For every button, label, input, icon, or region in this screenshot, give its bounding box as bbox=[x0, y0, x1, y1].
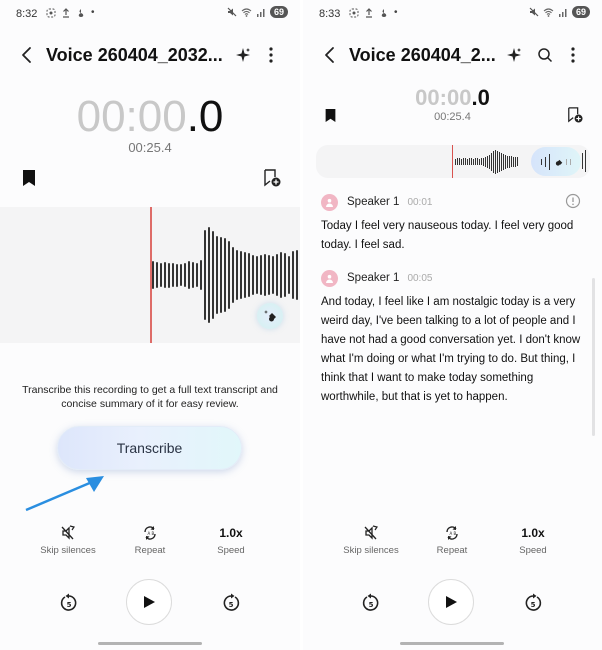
search-icon bbox=[537, 47, 553, 63]
mute-icon bbox=[529, 7, 539, 17]
timer-fraction: .0 bbox=[186, 92, 224, 141]
waveform-bar bbox=[176, 264, 178, 287]
notification-icons bbox=[349, 7, 398, 18]
waveform-bar bbox=[459, 158, 460, 165]
waveform-bar bbox=[505, 155, 506, 169]
more-options-button[interactable] bbox=[562, 44, 584, 66]
timer-elapsed: 00:00 bbox=[415, 85, 472, 110]
waveform-bar bbox=[288, 256, 290, 294]
waveform-bar bbox=[244, 252, 246, 298]
ai-eraser-button[interactable] bbox=[531, 147, 581, 176]
add-bookmark-icon[interactable] bbox=[567, 107, 583, 123]
add-bookmark-icon[interactable] bbox=[263, 169, 281, 187]
playback-timer bbox=[303, 85, 602, 111]
speaker-name[interactable]: Speaker 1 bbox=[347, 196, 400, 208]
transcribe-description: Transcribe this recording to get a full text transcript and concise summary of it for easy review. bbox=[22, 384, 278, 410]
svg-text:5: 5 bbox=[66, 601, 72, 609]
waveform-bar bbox=[260, 255, 262, 295]
top-app-bar bbox=[0, 40, 300, 72]
total-duration: 00:25.4 bbox=[434, 111, 471, 123]
waveform-bar bbox=[276, 254, 278, 296]
waveform-bar bbox=[489, 155, 490, 169]
playhead[interactable] bbox=[452, 145, 453, 178]
bookmark-icon[interactable] bbox=[21, 169, 37, 187]
transcribe-button-label: Transcribe bbox=[116, 440, 183, 456]
system-icons bbox=[227, 6, 288, 18]
waveform-bar bbox=[172, 263, 174, 287]
signal-icon bbox=[256, 7, 266, 17]
segment-timestamp[interactable]: 00:01 bbox=[407, 196, 433, 208]
waveform-bar bbox=[252, 255, 254, 295]
waveform-bar bbox=[509, 156, 510, 168]
wifi-icon bbox=[543, 7, 554, 17]
speaker-name[interactable]: Speaker 1 bbox=[347, 272, 400, 284]
waveform-bar bbox=[483, 158, 484, 166]
ai-sparkle-button[interactable] bbox=[232, 44, 254, 66]
waveform-bar bbox=[477, 158, 478, 165]
rewind-5s-icon[interactable] bbox=[361, 593, 381, 613]
waveform-bar bbox=[461, 159, 462, 165]
sparkle-icon bbox=[235, 47, 251, 63]
transcribe-button[interactable] bbox=[57, 426, 242, 470]
waveform-bar bbox=[196, 263, 198, 287]
waveform-bar bbox=[487, 156, 488, 168]
transcript-scrollbar[interactable] bbox=[592, 278, 595, 436]
waveform-bar bbox=[168, 263, 170, 288]
waveform-bar bbox=[495, 150, 496, 174]
waveform-bar bbox=[503, 154, 504, 170]
playback-timer bbox=[0, 92, 300, 142]
speed-label: Speed bbox=[519, 545, 547, 556]
waveform-bar bbox=[497, 151, 498, 173]
waveform-bar bbox=[188, 261, 190, 289]
transcript-segment[interactable] bbox=[321, 193, 588, 255]
waveform-bar bbox=[515, 157, 516, 167]
back-arrow-icon[interactable] bbox=[16, 44, 38, 66]
segment-timestamp[interactable]: 00:05 bbox=[407, 272, 433, 284]
more-notifications-dot: • bbox=[91, 7, 95, 18]
person-icon bbox=[325, 274, 334, 283]
person-icon bbox=[325, 198, 334, 207]
waveform-bar bbox=[268, 255, 270, 295]
skip-silences-label: Skip silences bbox=[343, 545, 399, 556]
waveform-bar bbox=[204, 230, 206, 320]
waveform-bar bbox=[465, 158, 466, 165]
status-time: 8:33 bbox=[319, 8, 341, 20]
total-duration: 00:25.4 bbox=[128, 140, 172, 155]
play-button[interactable] bbox=[126, 579, 172, 625]
waveform-bar bbox=[208, 227, 210, 323]
search-button[interactable] bbox=[534, 44, 556, 66]
waveform-bar bbox=[200, 260, 202, 290]
play-icon bbox=[444, 595, 458, 609]
svg-text:5: 5 bbox=[530, 601, 536, 609]
screenshot-icon bbox=[349, 8, 359, 18]
waveform-bar bbox=[232, 247, 234, 303]
segment-text: And today, I feel like I am nostalgic today is a very weird day, I've been talking to a lot of people and I have not had a good conversation yet. I don't know what I'm doing or what I'm trying to do. But thing, I think that I want to make today something worthwhile, but that is yet to happen. bbox=[321, 296, 581, 403]
ai-sparkle-button[interactable] bbox=[503, 44, 525, 66]
speed-value: 1.0x bbox=[219, 526, 243, 540]
speed-value: 1.0x bbox=[521, 526, 545, 540]
status-bar bbox=[0, 0, 300, 28]
skip-silences-toggle[interactable] bbox=[331, 524, 411, 556]
waveform-bar bbox=[236, 250, 238, 300]
more-vertical-icon bbox=[571, 47, 575, 63]
mute-icon bbox=[227, 7, 237, 17]
svg-text:5: 5 bbox=[228, 601, 234, 609]
play-icon bbox=[142, 595, 156, 609]
segment-text: Today I feel very nauseous today. I feel very good today. I feel sad. bbox=[321, 220, 574, 251]
speed-control[interactable] bbox=[191, 524, 271, 556]
waveform-bar bbox=[216, 236, 218, 314]
back-arrow-icon[interactable] bbox=[319, 44, 341, 66]
app-notification-icon bbox=[76, 8, 86, 18]
skip-silences-label: Skip silences bbox=[40, 545, 96, 556]
ai-eraser-button[interactable] bbox=[257, 303, 283, 329]
transcript-segment[interactable] bbox=[321, 269, 588, 407]
repeat-toggle[interactable] bbox=[412, 524, 492, 556]
waveform-bar bbox=[493, 151, 494, 173]
waveform-bar bbox=[517, 157, 518, 166]
annotation-arrow bbox=[24, 472, 106, 512]
waveform-bar bbox=[248, 253, 250, 297]
status-bar bbox=[303, 0, 602, 28]
top-app-bar bbox=[303, 40, 602, 72]
screenshot-icon bbox=[46, 8, 56, 18]
bookmark-icon[interactable] bbox=[324, 108, 337, 123]
repeat-toggle[interactable] bbox=[110, 524, 190, 556]
waveform-bar bbox=[473, 159, 474, 165]
waveform-bar bbox=[457, 158, 458, 165]
waveform-bar bbox=[469, 158, 470, 165]
waveform-bar bbox=[475, 158, 476, 165]
waveform-bar bbox=[264, 254, 266, 296]
repeat-ab-icon bbox=[444, 525, 460, 541]
upload-icon bbox=[364, 8, 374, 18]
waveform-bar bbox=[152, 261, 154, 289]
play-button[interactable] bbox=[428, 579, 474, 625]
more-notifications-dot: • bbox=[394, 7, 398, 18]
waveform-scrubber[interactable] bbox=[0, 207, 300, 343]
ai-eraser-icon bbox=[263, 309, 277, 323]
recording-title: Voice 260404_2... bbox=[349, 45, 496, 65]
timer-elapsed: 00:00 bbox=[76, 92, 187, 141]
waveform-bar bbox=[499, 152, 500, 172]
svg-text:5: 5 bbox=[368, 601, 374, 609]
waveform-bar bbox=[256, 256, 258, 294]
waveform-bar bbox=[280, 252, 282, 298]
waveform-bar bbox=[511, 156, 512, 167]
waveform-bar bbox=[471, 158, 472, 165]
battery-level: 69 bbox=[270, 6, 288, 18]
skip-silences-icon bbox=[60, 525, 76, 541]
forward-5s-icon[interactable] bbox=[523, 593, 543, 613]
waveform-bar bbox=[164, 262, 166, 288]
more-options-button[interactable] bbox=[260, 44, 282, 66]
mini-waveform-bars bbox=[455, 145, 518, 178]
repeat-ab-icon bbox=[142, 525, 158, 541]
waveform-bar bbox=[479, 159, 480, 165]
skip-silences-toggle[interactable] bbox=[28, 524, 108, 556]
app-notification-icon bbox=[379, 8, 389, 18]
waveform-bar bbox=[485, 157, 486, 167]
repeat-label: Repeat bbox=[134, 545, 166, 556]
skip-silences-icon bbox=[363, 525, 379, 541]
screen-after-transcription bbox=[303, 0, 602, 650]
waveform-bar bbox=[491, 153, 492, 171]
waveform-bar bbox=[467, 159, 468, 165]
svg-text:A B: A B bbox=[449, 531, 457, 536]
waveform-bar bbox=[192, 262, 194, 288]
waveform-bar bbox=[212, 231, 214, 319]
speaker-avatar[interactable] bbox=[321, 194, 338, 211]
wifi-icon bbox=[241, 7, 252, 17]
system-icons bbox=[529, 6, 590, 18]
more-vertical-icon bbox=[269, 47, 273, 63]
screen-before-transcription bbox=[0, 0, 300, 650]
waveform-bar bbox=[292, 251, 294, 299]
gesture-nav-bar[interactable] bbox=[98, 642, 202, 645]
rewind-5s-icon[interactable] bbox=[59, 593, 79, 613]
sparkle-icon bbox=[506, 47, 522, 63]
speaker-avatar[interactable] bbox=[321, 270, 338, 287]
waveform-bar bbox=[507, 156, 508, 168]
battery-level: 69 bbox=[572, 6, 590, 18]
waveform-bar bbox=[220, 237, 222, 313]
ai-eraser-icon bbox=[553, 157, 563, 167]
waveform-bar bbox=[184, 263, 186, 287]
waveform-bar bbox=[156, 262, 158, 288]
notification-icons bbox=[46, 7, 95, 18]
waveform-bar bbox=[513, 157, 514, 167]
playhead[interactable] bbox=[150, 207, 152, 343]
waveform-bar bbox=[463, 158, 464, 165]
waveform-bar bbox=[296, 250, 298, 300]
waveform-bar bbox=[224, 238, 226, 312]
status-time: 8:32 bbox=[16, 8, 38, 20]
timer-fraction: .0 bbox=[471, 85, 490, 110]
waveform-bar bbox=[228, 241, 230, 309]
upload-icon bbox=[61, 8, 71, 18]
waveform-bar bbox=[272, 256, 274, 294]
forward-5s-icon[interactable] bbox=[221, 593, 241, 613]
recording-title: Voice 260404_2032... bbox=[46, 45, 223, 65]
speed-label: Speed bbox=[217, 545, 245, 556]
gesture-nav-bar[interactable] bbox=[400, 642, 504, 645]
waveform-bar bbox=[501, 153, 502, 171]
waveform-bar bbox=[481, 158, 482, 165]
waveform-bar bbox=[160, 263, 162, 287]
waveform-bar bbox=[180, 264, 182, 286]
waveform-bar bbox=[240, 251, 242, 299]
repeat-label: Repeat bbox=[436, 545, 468, 556]
waveform-bar bbox=[455, 159, 456, 165]
signal-icon bbox=[558, 7, 568, 17]
mini-waveform-scrubber[interactable] bbox=[316, 145, 590, 178]
waveform-bar bbox=[284, 253, 286, 297]
info-alert-icon[interactable] bbox=[565, 193, 581, 209]
svg-text:A B: A B bbox=[147, 531, 155, 536]
speed-control[interactable] bbox=[493, 524, 573, 556]
